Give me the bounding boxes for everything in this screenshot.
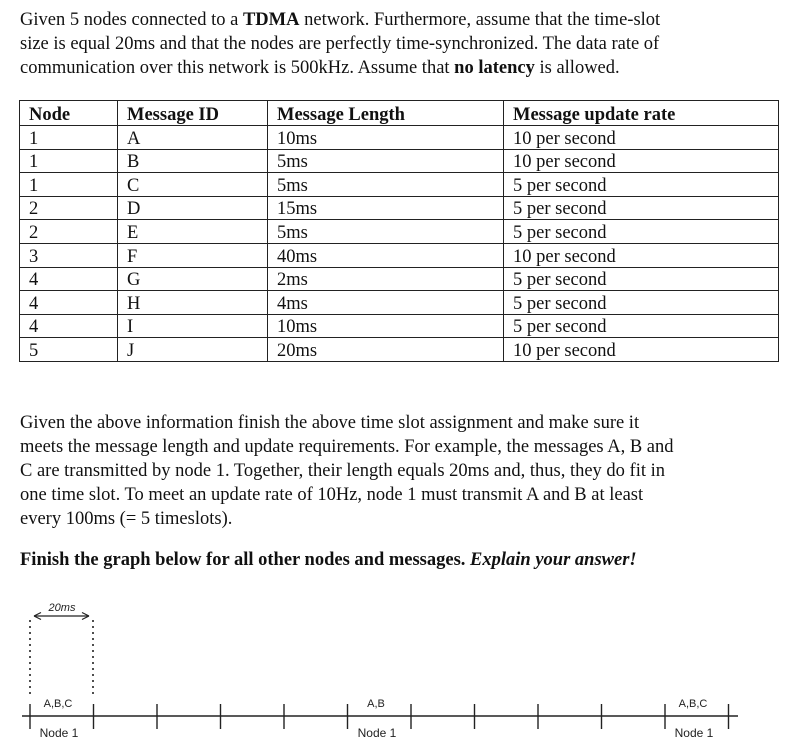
cell-message-id: D [118,196,268,220]
slot-width-label: 20ms [48,602,76,614]
cell-rate: 5 per second [504,196,779,220]
task-line [20,548,637,572]
header-node: Node [20,101,118,126]
table-row [20,243,779,267]
cell-length: 10ms [268,126,504,150]
cell-length: 5ms [268,149,504,173]
tdma-term: TDMA [242,10,300,30]
tdma-timeline [0,590,798,755]
intro-line-1 [20,8,660,32]
task-emphasis: Explain your answer! [470,550,637,570]
cell-node: 1 [20,149,118,173]
cell-rate: 5 per second [504,267,779,291]
cell-node: 1 [20,173,118,197]
cell-node: 1 [20,126,118,150]
cell-length: 40ms [268,243,504,267]
cell-rate: 10 per second [504,126,779,150]
question-paragraph [20,411,674,531]
cell-length: 4ms [268,291,504,315]
cell-node: 5 [20,338,118,362]
question-line: C are transmitted by node 1. Together, their length equals 20ms and, thus, they do fit in [20,461,665,481]
cell-rate: 5 per second [504,314,779,338]
intro-text: Given 5 nodes connected to a [20,10,243,30]
cell-node: 4 [20,267,118,291]
cell-node: 4 [20,314,118,338]
cell-length: 20ms [268,338,504,362]
table-row [20,338,779,362]
cell-message-id: I [118,314,268,338]
cell-rate: 10 per second [504,338,779,362]
intro-text: is allowed. [534,58,620,78]
intro-line-3 [20,56,660,80]
cell-message-id: G [118,267,268,291]
cell-length: 15ms [268,196,504,220]
cell-rate: 5 per second [504,291,779,315]
table-row [20,149,779,173]
no-latency-term: no latency [454,58,535,78]
cell-rate: 5 per second [504,173,779,197]
cell-rate: 5 per second [504,220,779,244]
question-line: meets the message length and update requirements. For example, the messages A, B and [20,437,674,457]
cell-rate: 10 per second [504,149,779,173]
cell-node: 2 [20,196,118,220]
question-line: every 100ms (= 5 timeslots). [20,509,233,529]
table-header-row [20,101,779,126]
cell-length: 10ms [268,314,504,338]
table-row [20,267,779,291]
cell-message-id: E [118,220,268,244]
table-row [20,173,779,197]
intro-text: network. Furthermore, assume that the time-slot [299,10,661,30]
cell-length: 5ms [268,173,504,197]
table-row [20,220,779,244]
table-row [20,291,779,315]
intro-paragraph [20,8,660,80]
slot-label: A,B,C [43,698,73,710]
task-text: Finish the graph below for all other nodes and messages. [20,550,471,570]
slot-label: A,B [367,698,385,710]
question-line: Given the above information finish the above time slot assignment and make sure it [20,413,640,433]
question-line: one time slot. To meet an update rate of 10Hz, node 1 must transmit A and B at least [20,485,644,505]
task-instruction [20,548,637,572]
table-row [20,196,779,220]
cell-message-id: B [118,149,268,173]
table-row [20,314,779,338]
node-label: Node 1 [39,726,79,740]
cell-node: 4 [20,291,118,315]
cell-length: 5ms [268,220,504,244]
header-message-id: Message ID [118,101,268,126]
intro-line-2: size is equal 20ms and that the nodes are perfectly time-synchronized. The data rate of [20,34,660,54]
cell-length: 2ms [268,267,504,291]
cell-message-id: H [118,291,268,315]
intro-text: communication over this network is 500kHz. Assume that [20,58,455,78]
node-label: Node 1 [357,726,397,740]
cell-message-id: F [118,243,268,267]
table-row [20,126,779,150]
slot-label: A,B,C [678,698,708,710]
cell-message-id: A [118,126,268,150]
cell-message-id: J [118,338,268,362]
cell-message-id: C [118,173,268,197]
node-label: Node 1 [674,726,714,740]
header-update-rate: Message update rate [504,101,779,126]
message-table [19,100,779,362]
cell-rate: 10 per second [504,243,779,267]
cell-node: 2 [20,220,118,244]
header-message-length: Message Length [268,101,504,126]
cell-node: 3 [20,243,118,267]
